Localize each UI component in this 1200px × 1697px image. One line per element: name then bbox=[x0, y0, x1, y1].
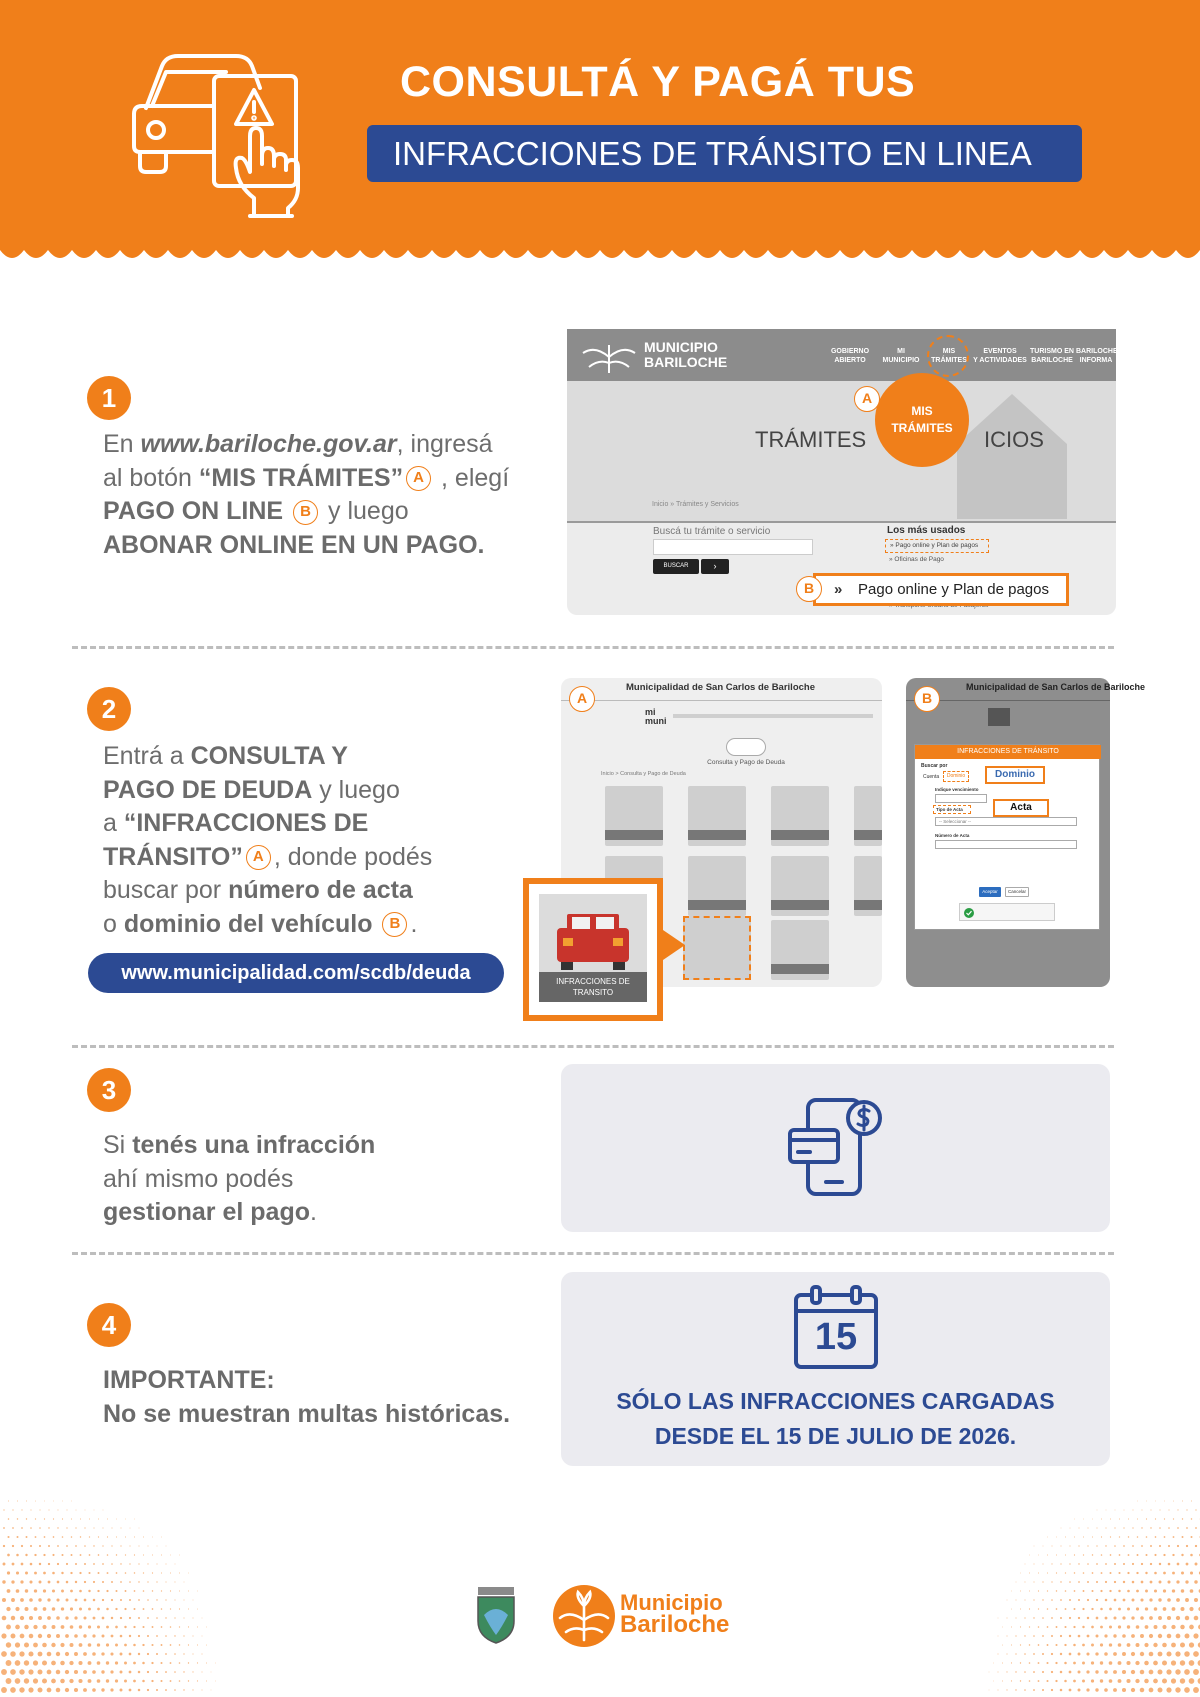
step-2-number: 2 bbox=[87, 687, 131, 731]
shot-most-used: Los más usados bbox=[887, 525, 966, 536]
modal-opt-cuenta[interactable]: Cuenta bbox=[923, 774, 940, 780]
modal-label-vehiculo: Indique vencimiento bbox=[935, 787, 979, 792]
shot-logo-line1: MUNICIPIO bbox=[644, 339, 718, 355]
shot-a-mi-logo: mi muni bbox=[645, 707, 667, 726]
modal-title: INFRACCIONES DE TRÁNSITO bbox=[915, 745, 1101, 759]
shot-a-badge: A bbox=[569, 686, 595, 712]
car-warning-touch-icon bbox=[126, 48, 312, 218]
dot-pattern-left bbox=[0, 1470, 260, 1697]
modal-label-tipo: Tipo de Acta bbox=[933, 805, 971, 814]
nav-gobierno[interactable]: GOBIERNO ABIERTO bbox=[830, 348, 870, 364]
mis-tramites-bubble[interactable]: MIS TRÁMITES bbox=[875, 373, 969, 467]
tile-4[interactable] bbox=[854, 786, 882, 846]
lily-logo-icon bbox=[579, 335, 639, 375]
shot-a-header: Municipalidad de San Carlos de Bariloche bbox=[626, 682, 815, 693]
tile-10[interactable] bbox=[771, 920, 829, 980]
modal-opt-dominio[interactable]: Dominio bbox=[943, 771, 969, 782]
website-screenshot bbox=[567, 329, 1116, 615]
header-title: CONSULTÁ Y PAGÁ TUS bbox=[400, 58, 916, 106]
shot-hero-left: TRÁMITES bbox=[755, 427, 867, 452]
zoom-tile-label: INFRACCIONES DE TRANSITO bbox=[539, 972, 647, 1002]
nav-eventos[interactable]: EVENTOS Y ACTIVIDADES bbox=[973, 348, 1027, 364]
footer-logo-text: Municipio Bariloche bbox=[620, 1590, 730, 1638]
nav-turismo[interactable]: TURISMO EN BARILOCHE bbox=[1030, 348, 1074, 364]
dot-pattern-right bbox=[940, 1470, 1200, 1697]
modal-buscar-por: Buscar por bbox=[921, 763, 948, 769]
tile-1[interactable] bbox=[605, 786, 663, 846]
step-3-number: 3 bbox=[87, 1068, 131, 1112]
shot-link-pago[interactable]: » Pago online y Plan de pagos bbox=[885, 539, 989, 553]
badge-a: A bbox=[246, 845, 271, 870]
shot-search-input[interactable] bbox=[653, 539, 813, 555]
pago-online-callout[interactable]: » Pago online y Plan de pagos bbox=[813, 573, 1069, 606]
bubble-badge-a: A bbox=[854, 386, 880, 412]
tile-2[interactable] bbox=[688, 786, 746, 846]
modal-select-tipo[interactable]: -- Seleccionar -- bbox=[935, 817, 1077, 826]
modal-label-numero: Número de Acta bbox=[935, 833, 970, 838]
badge-b: B bbox=[293, 500, 318, 525]
mobile-payment-icon bbox=[786, 1096, 886, 1198]
shot-search-label: Buscá tu trámite o servicio bbox=[653, 526, 771, 537]
infracciones-form-screenshot bbox=[906, 678, 1146, 987]
shot-b-badge: B bbox=[914, 686, 940, 712]
separator-2 bbox=[72, 1045, 1114, 1048]
pointer-arrow bbox=[663, 930, 685, 960]
badge-a: A bbox=[406, 466, 431, 491]
step-4-note: SÓLO LAS INFRACCIONES CARGADAS DESDE EL 15 DE JULIO DE 2026. bbox=[616, 1388, 1055, 1449]
nav-mi-municipio[interactable]: MI MUNICIPIO bbox=[882, 348, 920, 364]
callout-acta: Acta bbox=[993, 799, 1049, 817]
step-1-text: En www.bariloche.gov.ar, ingresá al botón “MIS TRÁMITES” A , elegí PAGO ON LINE B y luego ABONAR ONLINE EN UN PAGO. bbox=[103, 430, 510, 559]
step-1-number: 1 bbox=[87, 376, 131, 420]
header-subtitle-banner: INFRACCIONES DE TRÁNSITO EN LINEA bbox=[367, 125, 1082, 182]
shot-hero-right: ICIOS bbox=[984, 427, 1044, 452]
tile-infracciones-highlight[interactable] bbox=[683, 916, 751, 980]
modal-btn-aceptar[interactable]: Aceptar bbox=[979, 887, 1001, 897]
shot-b-header: Municipalidad de San Carlos de Bariloche bbox=[966, 682, 1146, 692]
step-4-number: 4 bbox=[87, 1303, 131, 1347]
callout-dominio: Dominio bbox=[985, 766, 1045, 784]
shot-link-oficinas[interactable]: » Oficinas de Pago bbox=[889, 556, 944, 563]
step-3-text: Si tenés una infracción ahí mismo podés gestionar el pago. bbox=[103, 1131, 376, 1226]
infracciones-tile-zoom[interactable] bbox=[523, 878, 663, 1021]
tile-8[interactable] bbox=[854, 856, 882, 916]
tile-7[interactable] bbox=[771, 856, 829, 916]
step-4-text: IMPORTANTE: No se muestran multas históricas. bbox=[103, 1366, 511, 1428]
municipio-lily-logo bbox=[552, 1584, 616, 1648]
modal-input-fecha[interactable] bbox=[935, 794, 987, 803]
modal-input-numero[interactable] bbox=[935, 840, 1077, 849]
shot-breadcrumb: Inicio » Trámites y Servicios bbox=[652, 501, 739, 508]
tile-6[interactable] bbox=[688, 856, 746, 916]
red-car-icon bbox=[553, 908, 633, 972]
badge-b: B bbox=[382, 912, 407, 937]
deuda-url-pill[interactable]: www.municipalidad.com/scdb/deuda bbox=[88, 953, 504, 993]
shot-logo-line2: BARILOCHE bbox=[644, 354, 728, 370]
shot-search-button[interactable]: BUSCAR bbox=[653, 559, 699, 574]
shot-a-subtitle: Consulta y Pago de Deuda bbox=[707, 759, 785, 766]
modal-captcha[interactable] bbox=[959, 903, 1055, 921]
shot-a-breadcrumb: Inicio > Consulta y Pago de Deuda bbox=[601, 771, 686, 777]
nav-mis-tramites[interactable]: MIS TRÁMITES bbox=[931, 348, 967, 364]
shot-search-next[interactable]: › bbox=[701, 559, 729, 574]
step-2-text: Entrá a CONSULTA Y PAGO DE DEUDA y luego a “INFRACCIONES DE TRÁNSITO” A , donde podés buscar por número de acta o dominio del vehículo B . bbox=[103, 742, 433, 938]
modal-btn-cancelar[interactable]: Cancelar bbox=[1005, 887, 1029, 897]
nav-informa[interactable]: BARILOCHE INFORMA bbox=[1076, 348, 1118, 364]
infracciones-modal bbox=[914, 744, 1100, 930]
separator-1 bbox=[72, 646, 1114, 649]
callout-badge-b: B bbox=[796, 576, 822, 602]
separator-3 bbox=[72, 1252, 1114, 1255]
calendar-day: 15 bbox=[814, 1316, 858, 1358]
tile-3[interactable] bbox=[771, 786, 829, 846]
coat-of-arms-icon bbox=[474, 1585, 518, 1645]
